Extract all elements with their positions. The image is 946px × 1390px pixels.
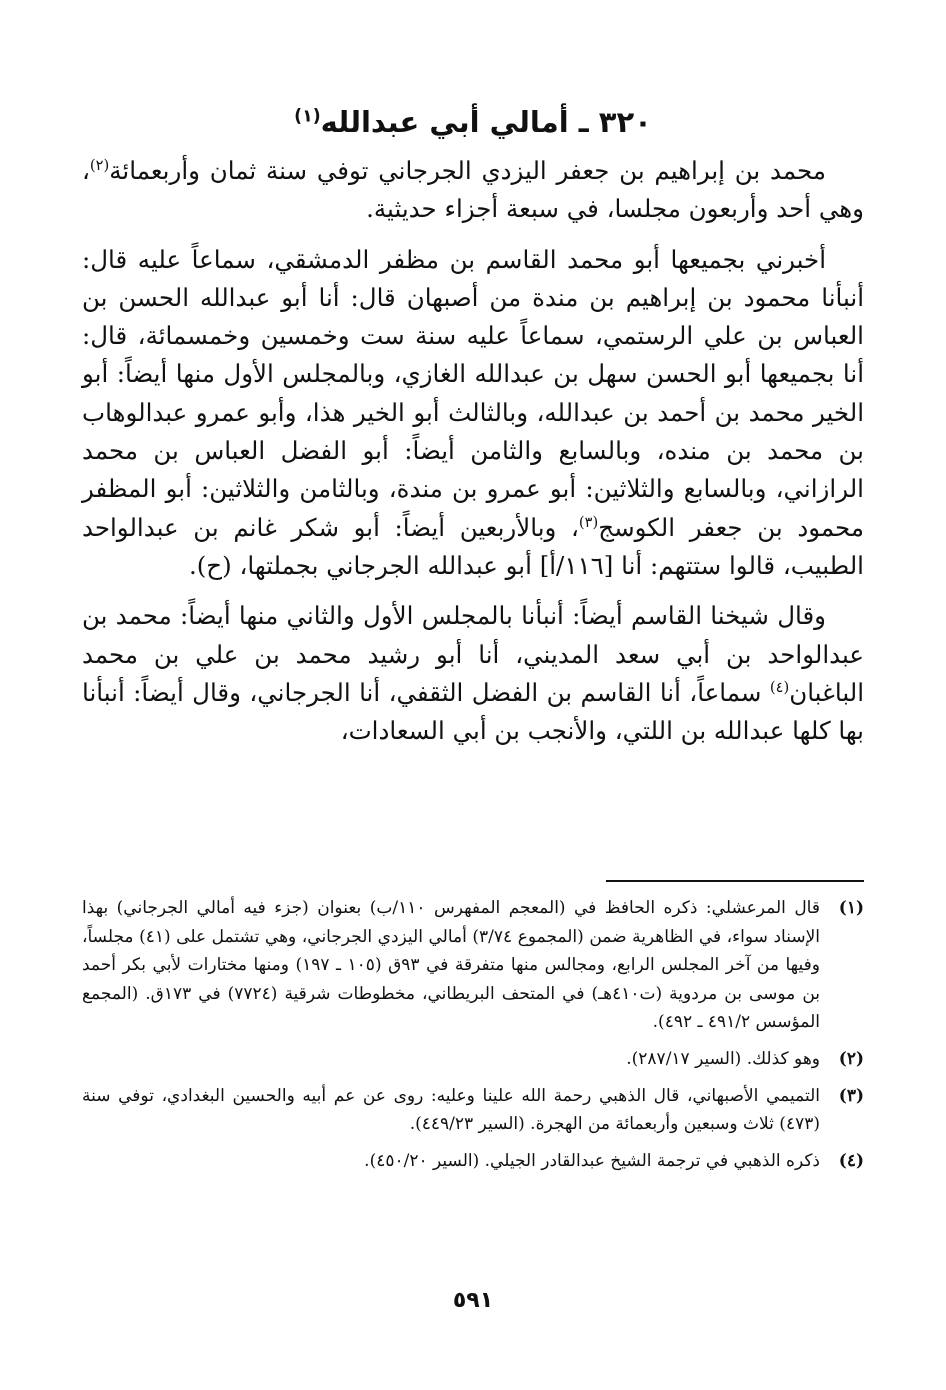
footnote-text: قال المرعشلي: ذكره الحافظ في (المعجم المفهرس ١١٠/ب) بعنوان (جزء فيه أمالي الجرجاني) بهذا الإسناد سواء، في الظاهرية ضمن (المجموع ٣/٧٤) أمالي اليزدي الجرجاني، وهي تشتمل على (٤١) مجلساً، وفيها من آخر المجلس الرابع، ومجالس منها متفرقة في ٩٣ق (١٠٥ ـ ١٩٧) ومنها مختارات لأبي بكر أحمد بن موسى بن مردوية (ت٤١٠هـ) في المتحف البريطاني، مخطوطات شرقية (٧٧٢٤) في ١٧٣ق. (المجمع المؤسس ٤٩١/٢ ـ ٤٩٢). xyxy=(82,898,820,1033)
footnote-number: (١) xyxy=(838,898,864,918)
paragraph-2-text-b: ، وبالأربعين أيضاً: أبو شكر غانم بن عبدالواحد الطبيب، قالوا ستتهم: أنا [١١٦/أ] أبو عبدالله الجرجاني بجملتها، (ح). xyxy=(82,512,864,580)
paragraph-3-text-a: وقال شيخنا القاسم أيضاً: أنبأنا بالمجلس الأول والثاني منها أيضاً: محمد بن عبدالواحد بن أبي سعد المديني، أنا أبو رشيد محمد بن علي بن محمد الباغبان xyxy=(82,601,864,707)
paragraph-2 xyxy=(82,241,864,586)
heading-note-ref: (١) xyxy=(294,106,321,127)
note-ref-4: (٤) xyxy=(769,678,790,696)
footnote-2 xyxy=(82,1045,864,1074)
footnotes xyxy=(82,894,864,1183)
note-ref-3: (٣) xyxy=(578,513,599,531)
footnote-4 xyxy=(82,1147,864,1176)
footnote-number: (٤) xyxy=(838,1150,864,1171)
heading-text: ٣٢٠ ـ أمالي أبي عبدالله xyxy=(320,105,652,139)
note-ref-2: (٢) xyxy=(89,156,110,174)
paragraph-1 xyxy=(82,152,864,229)
section-heading xyxy=(120,100,826,144)
paragraph-3 xyxy=(82,597,864,750)
footnote-number: (٢) xyxy=(838,1048,864,1069)
paragraph-2-text-a: أخبرني بجميعها أبو محمد القاسم بن مظفر الدمشقي، سماعاً عليه قال: أنبأنا محمود بن إبراهيم بن مندة من أصبهان قال: أنا أبو عبدالله الحسن بن العباس بن علي الرستمي، سماعاً عليه سنة ست وخمسين وخمسمائة، قال: أنا بجميعها أبو الحسن سهل بن عبدالله الغازي، وبالمجلس الأول منها أيضاً: أبو الخير محمد بن أحمد بن عبدالله، وبالثالث أبو الخير هذا، وأبو عمرو عبدالوهاب بن محمد بن منده، وبالسابع والثامن أيضاً: أبو الفضل العباس بن محمد الرازاني، وبالسابع والثلاثين: أبو عمرو بن مندة، وبالثامن والثلاثين: أبو المظفر محمود بن جعفر الكوسج xyxy=(82,244,864,542)
paragraph-3-text-b: سماعاً، أنا القاسم بن الفضل الثقفي، أنا الجرجاني، وقال أيضاً: أنبأنا بها كلها عبدالله بن اللتي، والأنجب بن أبي السعادات، xyxy=(82,677,864,746)
paragraph-1-text-b: ، وهي أحد وأربعون مجلسا، في سبعة أجزاء حديثية. xyxy=(82,156,864,224)
footnote-text: وهو كذلك. (السير ٢٨٧/١٧). xyxy=(626,1048,820,1069)
footnote-text: التميمي الأصبهاني، قال الذهبي رحمة الله علينا وعليه: روى عن عم أبيه والحسين البغدادي، توفي سنة (٤٧٣) ثلاث وسبعين وأربعمائة من الهجرة. (السير ٤٤٩/٢٣). xyxy=(82,1085,820,1135)
footnote-text: ذكره الذهبي في ترجمة الشيخ عبدالقادر الجيلي. (السير ٤٥٠/٢٠). xyxy=(364,1150,820,1171)
footnote-number: (٣) xyxy=(838,1085,864,1106)
main-text xyxy=(82,152,864,750)
footnote-3 xyxy=(82,1082,864,1139)
page-number: ٥٩١ xyxy=(452,1288,494,1313)
paragraph-1-text-a: محمد بن إبراهيم بن جعفر اليزدي الجرجاني توفي سنة ثمان وأربعمائة xyxy=(109,156,826,185)
footnote-1 xyxy=(82,894,864,1037)
footnote-divider xyxy=(606,880,864,882)
